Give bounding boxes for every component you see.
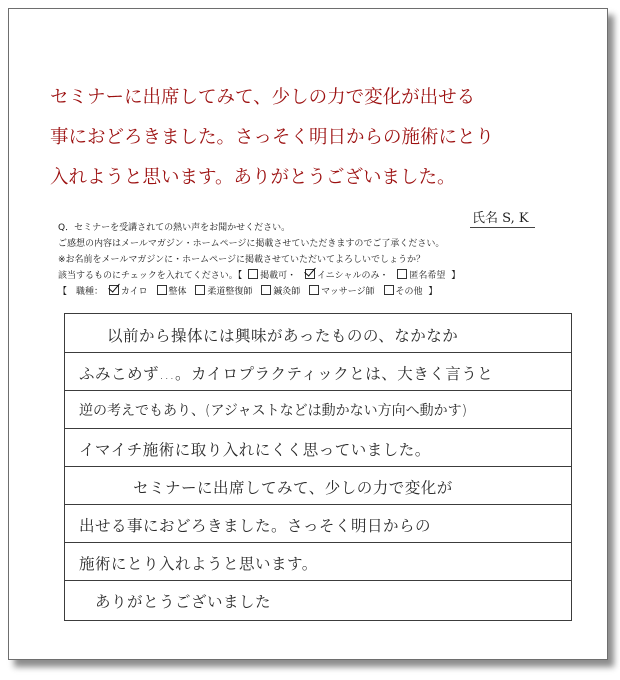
occupation-seitai[interactable]: [154, 287, 187, 297]
checkbox-icon[interactable]: [261, 285, 271, 295]
ruled-line: [65, 542, 571, 543]
ruled-line: [65, 504, 571, 505]
headline-line-1: セミナーに出席してみて、少しの力で変化が出せる: [50, 87, 476, 108]
checkbox-icon[interactable]: [309, 285, 319, 295]
publish-prompt: 該当するものにチェックを入れてください。【: [58, 271, 243, 281]
option-label: カイロ: [120, 287, 148, 297]
occupation-massage[interactable]: [306, 287, 374, 297]
publish-option-anonymous[interactable]: [394, 271, 445, 281]
consent-note: ご感想の内容はメールマガジン・ホームページに掲載させていただきますのでご了承ください。: [58, 239, 445, 249]
checkbox-icon[interactable]: [384, 285, 394, 295]
handwritten-answer-area: [64, 313, 572, 621]
occupation-judo[interactable]: [192, 287, 252, 297]
ruled-line: [65, 466, 571, 467]
bracket-close: 】: [428, 287, 438, 297]
headline-quote: [50, 78, 580, 198]
checkbox-icon[interactable]: [157, 285, 167, 295]
option-label: 鍼灸師: [273, 287, 301, 297]
handwritten-line-6: 出せる事におどろきました。さっそく明日からの: [79, 517, 432, 535]
option-label: 整体: [168, 287, 187, 297]
checkbox-icon[interactable]: [195, 285, 205, 295]
publish-choice-row: [58, 268, 568, 284]
occupation-other[interactable]: [381, 287, 423, 297]
survey-form: [58, 220, 568, 300]
ruled-line: [65, 428, 571, 429]
checkbox-icon[interactable]: [248, 269, 258, 279]
bracket-close: 】: [451, 271, 461, 281]
respondent-name: 氏名 S, K: [470, 207, 535, 228]
handwritten-line-4: イマイチ施術に取り入れにくく思っていました。: [79, 441, 431, 459]
ruled-line: [65, 352, 571, 353]
name-publish-note: ※お名前をメールマガジンに・ホームページに掲載させていただいてよろしいでしょうか？: [58, 255, 425, 265]
publish-option-initials[interactable]: [302, 271, 388, 281]
ruled-line: [65, 390, 571, 391]
option-label: 柔道整復師: [207, 287, 253, 297]
handwritten-line-3: 逆の考えでもあり、(アジャストなどは動かない方向へ動かす): [79, 403, 468, 419]
option-label: マッサージ師: [321, 287, 375, 297]
headline-line-2: 事におどろきました。さっそく明日からの施術にとり: [50, 127, 495, 148]
checkbox-icon[interactable]: [397, 269, 407, 279]
occupation-acupuncture[interactable]: [258, 287, 300, 297]
option-label: 匿名希望: [409, 271, 446, 281]
occupation-prompt: 【 職種：: [58, 287, 104, 297]
occupation-chiro[interactable]: [106, 287, 148, 297]
handwritten-line-1: 以前から操体には興味があったものの、なかなか: [107, 327, 459, 345]
headline-line-3: 入れようと思います。ありがとうございました。: [50, 167, 456, 188]
survey-question: Q．セミナーを受講されての熱い声をお聞かせください。: [58, 223, 291, 233]
option-label: イニシャルのみ・: [317, 271, 389, 281]
handwritten-line-8: ありがとうございました: [95, 593, 272, 611]
ruled-line: [65, 580, 571, 581]
handwritten-line-7: 施術にとり入れようと思います。: [79, 555, 318, 573]
handwritten-line-2: ふみこめず…。カイロプラクティックとは、大きく言うと: [79, 365, 494, 383]
checked-checkbox-icon[interactable]: [109, 285, 119, 295]
handwritten-line-5: セミナーに出席してみて、少しの力で変化が: [133, 479, 453, 497]
checked-checkbox-icon[interactable]: [305, 269, 315, 279]
occupation-row: [58, 284, 568, 300]
option-label: 掲載可・: [260, 271, 297, 281]
option-label: その他: [395, 287, 423, 297]
publish-option-allowed[interactable]: [245, 271, 296, 281]
